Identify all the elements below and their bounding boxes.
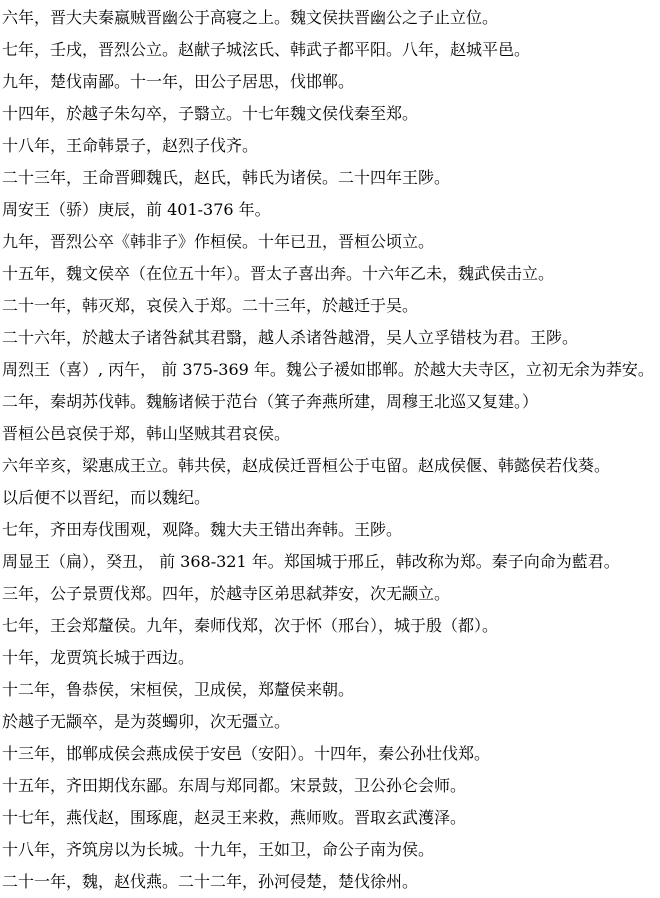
text-line-22: 十二年，鲁恭侯，宋桓侯，卫成侯，郑釐侯来朝。 — [2, 680, 355, 699]
text-line-10: 二十一年，韩灭郑，哀侯入于郑。二十三年，於越迁于吴。 — [2, 296, 419, 315]
text-line-21: 十年，龙贾筑长城于西边。 — [2, 648, 195, 667]
text-line-12: 周烈王（喜）, 丙午， 前 375-369 年。魏公子禐如邯郸。於越大夫寺区，立初无余为莽安。 — [2, 360, 654, 379]
text-line-3: 九年，楚伐南鄙。十一年，田公子居思，伐邯郸。 — [2, 72, 355, 91]
text-line-26: 十七年，燕伐赵，围琢鹿，赵灵王来救，燕师败。晋取玄武濩泽。 — [2, 808, 467, 827]
text-line-8: 九年，晋烈公卒《韩非子》作桓侯。十年已丑，晋桓公顷立。 — [2, 232, 435, 251]
text-line-16: 以后便不以晋纪，而以魏纪。 — [2, 488, 211, 507]
text-line-14: 晋桓公邑哀侯于郑，韩山坚贼其君哀侯。 — [2, 424, 291, 443]
text-line-20: 七年，王会郑釐侯。九年，秦师伐郑，次于怀（邢台），城于殷（都）。 — [2, 616, 499, 635]
text-line-25: 十五年，齐田期伐东鄙。东周与郑同都。宋景鼓，卫公孙仑会师。 — [2, 776, 467, 795]
text-line-28: 二十一年，魏，赵伐燕。二十二年，孙河侵楚，楚伐徐州。 — [2, 872, 419, 891]
text-line-24: 十三年，邯郸成侯会燕成侯于安邑（安阳）。十四年，秦公孙壮伐郑。 — [2, 744, 491, 763]
text-line-15: 六年辛亥，梁惠成王立。韩共侯，赵成侯迁晋桓公于屯留。赵成侯偃、韩懿侯若伐葵。 — [2, 456, 611, 475]
text-line-1: 六年，晋大夫秦嬴贼晋幽公于高寝之上。魏文侯扶晋幽公之子止立位。 — [2, 8, 499, 27]
text-line-27: 十八年，齐筑房以为长城。十九年，王如卫，命公子南为侯。 — [2, 840, 435, 859]
text-line-7: 周安王（骄）庚辰，前 401-376 年。 — [2, 200, 271, 219]
text-line-19: 三年，公子景贾伐郑。四年，於越寺区弟思弑莽安，次无颛立。 — [2, 584, 451, 603]
text-line-11: 二十六年，於越太子诸咎弑其君翳，越人杀诸咎越滑，吴人立孚错枝为君。王陟。 — [2, 328, 579, 347]
text-line-17: 七年，齐田寿伐围观，观降。魏大夫王错出奔韩。王陟。 — [2, 520, 403, 539]
text-line-18: 周显王（扁），癸丑， 前 368-321 年。郑国城于邢丘，韩改称为郑。秦子向命为藍君。 — [2, 552, 620, 571]
text-line-13: 二年，秦胡苏伐韩。魏觞诸候于范台（箕子奔燕所建，周穆王北巡又复建。） — [2, 392, 539, 411]
text-line-5: 十八年，王命韩景子，赵烈子伐齐。 — [2, 136, 259, 155]
text-line-4: 十四年，於越子朱勾卒，子翳立。十七年魏文侯伐秦至郑。 — [2, 104, 419, 123]
text-line-6: 二十三年，王命晋卿魏氏，赵氏，韩氏为诸侯。二十四年王陟。 — [2, 168, 451, 187]
text-line-23: 於越子无颛卒，是为菼蠋卯，次无彊立。 — [2, 712, 291, 731]
text-line-9: 十五年，魏文侯卒（在位五十年）。晋太子喜出奔。十六年乙未，魏武侯击立。 — [2, 264, 555, 283]
text-line-2: 七年，壬戌，晋烈公立。赵献子城泫氏、韩武子都平阳。八年，赵城平邑。 — [2, 40, 531, 59]
